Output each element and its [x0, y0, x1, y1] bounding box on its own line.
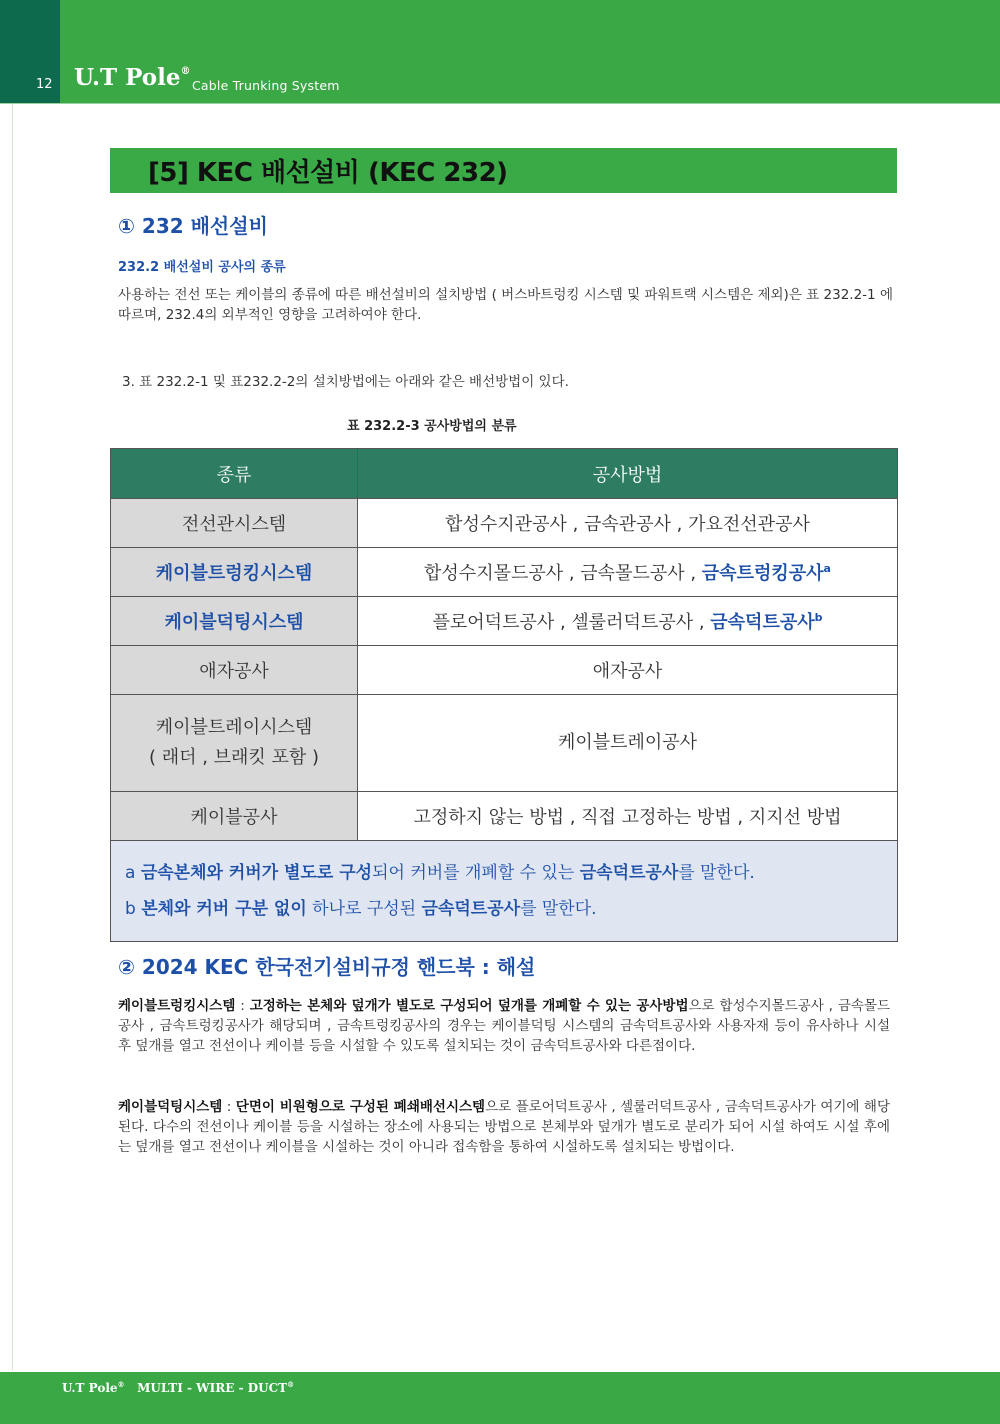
brand-mark: ®: [180, 66, 191, 77]
cell-type: 전선관시스템: [111, 499, 358, 548]
cell-method: 케이블트레이공사: [358, 695, 898, 792]
term: 케이블트렁킹시스템: [118, 998, 236, 1014]
type-line-1: 케이블트레이시스템: [155, 717, 313, 738]
part1-subheading: 232.2 배선설비 공사의 종류: [118, 260, 286, 275]
table-notes: [111, 841, 898, 942]
term-separator: :: [235, 998, 250, 1014]
cell-method: 합성수지관공사 , 금속관공사 , 가요전선관공사: [358, 499, 898, 548]
table-notes-row: [111, 841, 898, 942]
side-rule: [12, 104, 13, 1370]
method-text: 합성수지몰드공사 , 금속몰드공사 ,: [424, 563, 702, 584]
note-b: [125, 891, 883, 927]
definition-bold: 고정하는 본체와 덮개가 별도로 구성되어 덮개를 개폐할 수 있는 공사방법: [249, 998, 689, 1014]
cell-method: [358, 548, 898, 597]
footer-text: MULTI - WIRE - DUCT: [137, 1381, 288, 1395]
table-row: [111, 499, 898, 548]
part1-heading: ① 232 배선설비: [118, 214, 268, 238]
brand-name: U.T Pole: [74, 64, 181, 91]
part2-paragraph-2: [118, 1097, 890, 1157]
cell-method: 애자공사: [358, 646, 898, 695]
col-header-type: 종류: [111, 449, 358, 499]
type-line-2: ( 래더 , 브래킷 포함 ): [148, 747, 320, 768]
table-row: [111, 597, 898, 646]
definition-text: 으로 플로어덕트공사 , 셀룰러덕트공사 , 금속덕트공사가 여기에 해당된다. 다수의 전선이나 케이블 등을 시설하는 장소에 사용되는 방법으로 본체부와 덮개가 별도로 분리가 되어 시설 하여도 시설 후에는 덮개를 열고 전선이나 케이블을 시설하는 것이 아니라 접속함을 통하여 시설하도록 설치되는 방법이다.: [118, 1099, 890, 1155]
note-mark: a: [125, 863, 141, 883]
footer-brand: [62, 1380, 294, 1395]
cell-type: 케이블트렁킹시스템: [111, 548, 358, 597]
part2-heading: ② 2024 KEC 한국전기설비규정 핸드북 : 해설: [118, 955, 536, 979]
cell-method: 고정하지 않는 방법 , 직접 고정하는 방법 , 지지선 방법: [358, 792, 898, 841]
footer-mark: ®: [117, 1380, 125, 1389]
note-bold: 금속덕트공사: [579, 863, 679, 883]
table-row: [111, 695, 898, 792]
col-header-method: 공사방법: [358, 449, 898, 499]
header-divider: [0, 103, 1000, 104]
part2-paragraph-1: [118, 996, 890, 1056]
brand-subtitle: Cable Trunking System: [192, 78, 340, 93]
definition-bold: 단면이 비원형으로 구성된 폐쇄배선시스템: [235, 1099, 486, 1115]
method-highlight: 금속트렁킹공사: [701, 563, 824, 584]
part1-paragraph: 사용하는 전선 또는 케이블의 종류에 따른 배선설비의 설치방법 ( 버스바트렁킹 시스템 및 파워트랙 시스템은 제외)은 표 232.2-1 에 따르며, 232.4의 외부적인 영향을 고려하여야 한다.: [118, 287, 893, 323]
cell-type: 케이블공사: [111, 792, 358, 841]
cell-type: 애자공사: [111, 646, 358, 695]
table-header-row: [111, 449, 898, 499]
definition-text: 으로 합성수지몰드공사 , 금속몰드공사 , 금속트렁킹공사가 해당되며 , 금속트렁킹공사의 경우는 케이블덕팅 시스템의 금속덕트공사와 사용자재 등이 유사하나 시설 후 덮개를 열고 전선이나 케이블 등을 시설할 수 있도록 설치되는 것이 금속덕트공사와 다른점이다.: [118, 998, 890, 1054]
classification-table: [110, 448, 898, 942]
footnote-mark: a: [823, 562, 831, 575]
footnote-mark: b: [814, 611, 823, 624]
method-highlight: 금속덕트공사: [710, 612, 815, 633]
page-number: 12: [36, 77, 53, 92]
cell-type: [111, 695, 358, 792]
note-text: 를 말한다.: [520, 899, 597, 919]
term-separator: :: [222, 1099, 236, 1115]
method-text: 플로어덕트공사 , 셀룰러덕트공사 ,: [432, 612, 711, 633]
section-title: [5] KEC 배선설비 (KEC 232): [148, 158, 508, 188]
part1-item: 3. 표 232.2-1 및 표232.2-2의 설치방법에는 아래와 같은 배선방법이 있다.: [122, 374, 569, 390]
cell-type: 케이블덕팅시스템: [111, 597, 358, 646]
note-text: 를 말한다.: [678, 863, 755, 883]
table-row: [111, 646, 898, 695]
term: 케이블덕팅시스템: [118, 1099, 223, 1115]
note-bold: 본체와 커버 구분 없이: [141, 899, 307, 919]
table-row: [111, 548, 898, 597]
footer-mark: ®: [287, 1380, 295, 1389]
note-text: 하나로 구성된: [306, 899, 422, 919]
table-caption: 표 232.2-3 공사방법의 분류: [347, 419, 517, 434]
table-row: [111, 792, 898, 841]
note-text: 되어 커버를 개폐할 수 있는: [372, 863, 580, 883]
note-a: [125, 855, 883, 891]
note-mark: b: [125, 899, 142, 919]
note-bold: 금속본체와 커버가 별도로 구성: [140, 863, 373, 883]
cell-method: [358, 597, 898, 646]
brand-logo: [74, 64, 190, 91]
footer-brand-name: U.T Pole: [62, 1381, 118, 1395]
note-bold: 금속덕트공사: [421, 899, 521, 919]
